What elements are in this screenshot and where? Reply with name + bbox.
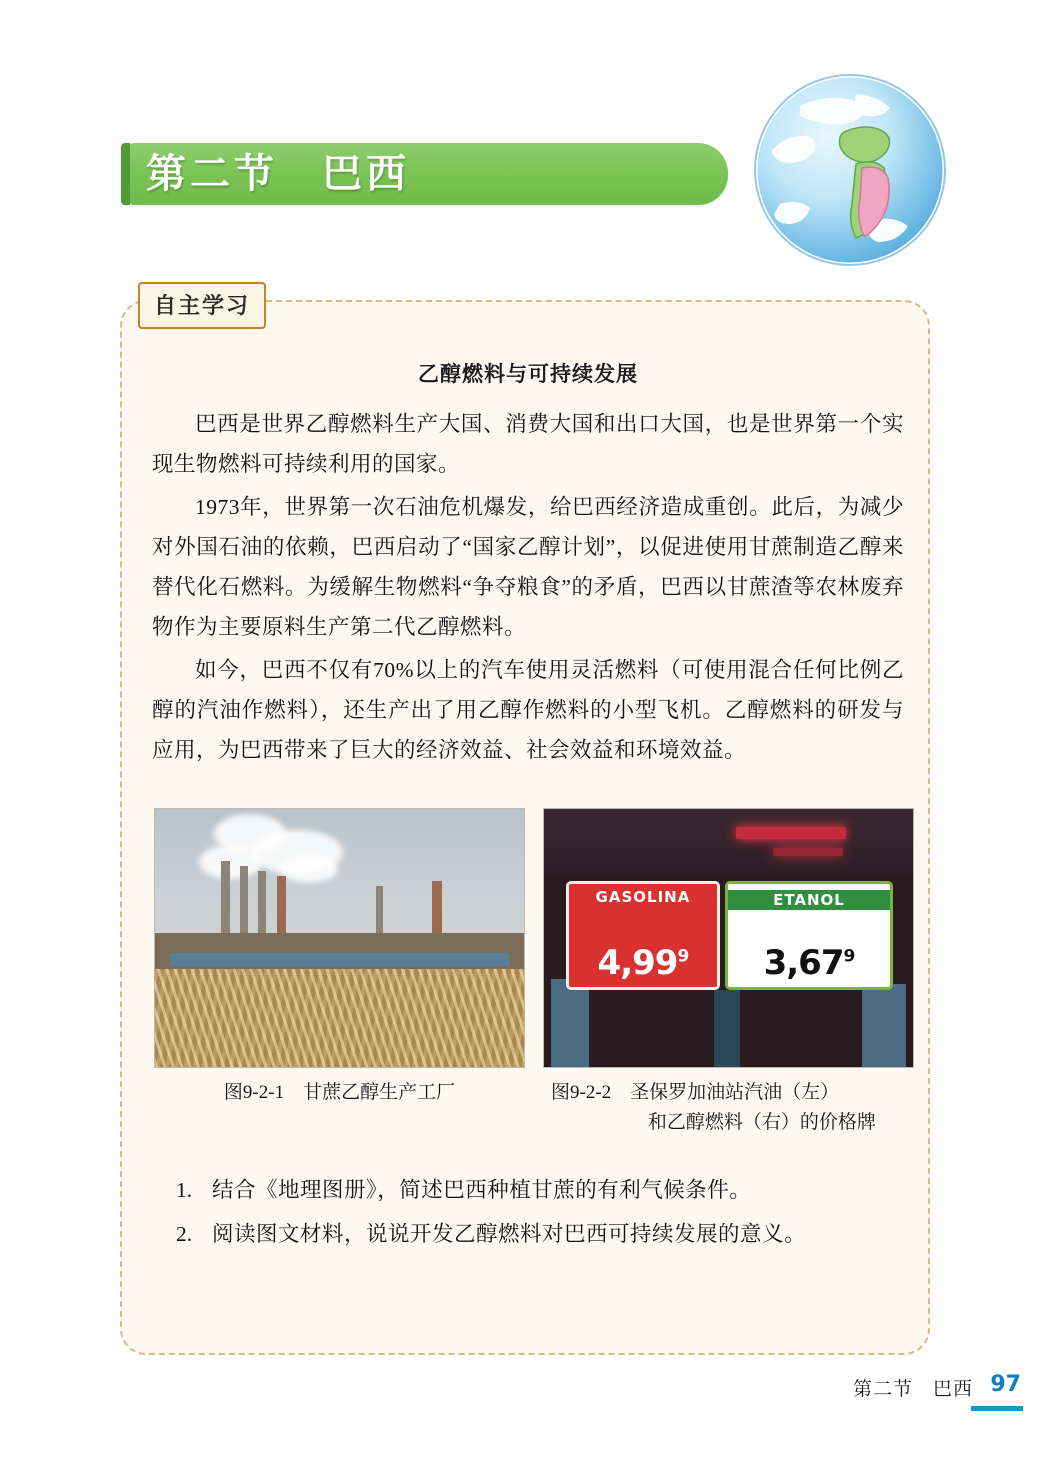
sugarcane-pile [155, 969, 524, 1067]
ethanol-price-superscript: 9 [843, 946, 855, 967]
figure-caption [543, 1078, 914, 1138]
gasoline-price-board [566, 881, 720, 990]
question-text: 阅读图文材料，说说开发乙醇燃料对巴西可持续发展的意义。 [212, 1222, 807, 1246]
gasoline-price-superscript: 9 [677, 946, 689, 967]
section-title-banner [128, 143, 728, 205]
figure-image-factory [154, 808, 525, 1068]
footer-section-label: 第二节 巴西 [852, 1378, 973, 1400]
question-list [176, 1168, 906, 1256]
ethanol-label: ETANOL [728, 890, 890, 910]
list-item [176, 1212, 906, 1256]
factory-pipework [170, 953, 509, 966]
support-pillar [862, 984, 906, 1067]
list-item [176, 1168, 906, 1212]
ethanol-price-board [725, 881, 893, 990]
support-pillar [551, 979, 589, 1067]
gasoline-label: GASOLINA [595, 888, 691, 907]
question-text: 结合《地理图册》，简述巴西种植甘蔗的有利气候条件。 [212, 1178, 752, 1202]
figure-caption-line2: 和乙醇燃料（右）的价格牌 [647, 1112, 876, 1133]
ethanol-price [728, 943, 890, 983]
neon-stripe [736, 827, 846, 839]
page-title: 第二节 巴西 [146, 151, 410, 197]
article-paragraph: 1973年，世界第一次石油危机爆发，给巴西经济造成重创。此后，为减少对外国石油的依赖，巴西启动了“国家乙醇计划”，以促进使用甘蔗制造乙醇来替代化石燃料。为缓解生物燃料“争夺粮食”的矛盾，巴西以甘蔗渣等农林废弃物作为主要原料生产第二代乙醇燃料。 [152, 495, 904, 639]
page-header [0, 0, 1043, 290]
station-canopy [544, 809, 913, 876]
globe-south-america-icon [752, 72, 948, 268]
support-pillar [714, 990, 740, 1067]
article-paragraph: 如今，巴西不仅有70%以上的汽车使用灵活燃料（可使用混合任何比例乙醇的汽油作燃料），还生产出了用乙醇作燃料的小型飞机。乙醇燃料的研发与应用，为巴西带来了巨大的经济效益、社会效益和环境效益。 [152, 658, 904, 762]
smoke-plume [199, 845, 263, 879]
figure-caption-line1: 图9-2-2 圣保罗加油站汽油（左） [551, 1082, 840, 1103]
ethanol-price-value: 3,67 [763, 943, 844, 984]
page-number: 97 [990, 1372, 1021, 1397]
article-paragraph: 巴西是世界乙醇燃料生产大国、消费大国和出口大国，也是世界第一个实现生物燃料可持续利用的国家。 [152, 412, 904, 476]
page-footer [0, 1372, 1043, 1412]
question-number: 2. [176, 1222, 193, 1246]
figure-sugarcane-ethanol-factory [154, 808, 525, 1138]
figure-fuel-price-board [543, 808, 914, 1138]
neon-stripe [773, 848, 843, 856]
gasoline-price-value: 4,99 [597, 943, 678, 984]
figure-caption: 图9-2-1 甘蔗乙醇生产工厂 [223, 1082, 456, 1103]
gasoline-price [569, 943, 717, 983]
figure-row [154, 808, 914, 1138]
sky-background [155, 809, 524, 953]
self-study-tag: 自主学习 [138, 282, 266, 329]
article-body [152, 358, 904, 773]
figure-image-price-board [543, 808, 914, 1068]
footer-accent-bar [971, 1406, 1023, 1411]
article-title: 乙醇燃料与可持续发展 [418, 362, 638, 386]
question-number: 1. [176, 1178, 193, 1202]
